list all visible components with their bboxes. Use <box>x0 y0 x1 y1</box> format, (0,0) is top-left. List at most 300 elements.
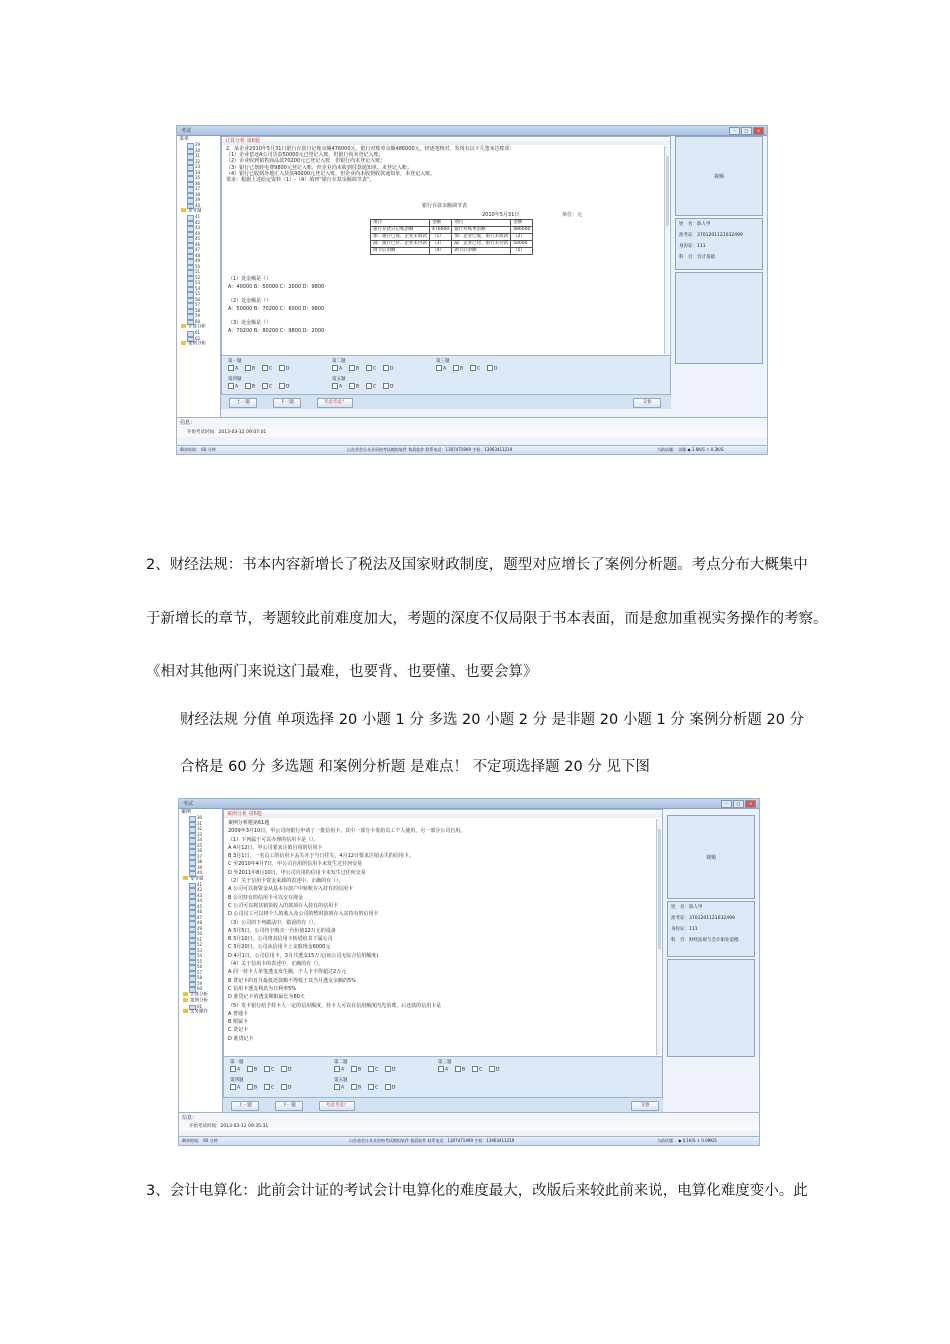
checkbox-icon[interactable] <box>230 1084 236 1090</box>
question-text <box>224 818 662 1044</box>
answer-area <box>223 1056 663 1098</box>
option-letter: A <box>235 366 239 372</box>
tree-folder-judge[interactable]: 是非题 <box>177 208 220 214</box>
answer-option-checkbox[interactable] <box>438 1066 448 1073</box>
tree-question-item[interactable]: 47 <box>177 247 220 253</box>
answer-option-checkbox[interactable] <box>489 1066 499 1073</box>
table-row <box>371 241 533 248</box>
table-cell: 调节后余额 <box>371 248 430 255</box>
answer-option-checkbox[interactable] <box>334 1084 344 1091</box>
option-letter: C <box>375 1067 379 1073</box>
answer-option-checkbox[interactable] <box>245 383 255 390</box>
tree-question-item[interactable]: 50 <box>177 264 220 270</box>
answer-option-checkbox[interactable] <box>385 1066 395 1073</box>
question-line: A 4月12日，甲公司要求注销自用的信用卡 <box>228 844 323 851</box>
option-letter: C <box>479 1067 483 1073</box>
close-button[interactable]: × <box>745 800 756 808</box>
answer-group-label: 第二题 <box>332 359 346 364</box>
tree-question-item[interactable]: 33 <box>177 164 220 170</box>
blank-box <box>667 959 755 1057</box>
checkbox-icon[interactable] <box>245 365 251 371</box>
question-line: A 3月5日，公司持卡购买一台价值12万元的设备 <box>228 927 336 934</box>
answer-option-checkbox[interactable] <box>228 365 238 372</box>
tree-question-item[interactable]: 43 <box>179 893 222 899</box>
submit-button[interactable]: 交卷 <box>633 398 661 408</box>
checkbox-icon[interactable] <box>385 1066 391 1072</box>
table-cell: （1） <box>430 234 452 241</box>
checkbox-icon[interactable] <box>487 365 493 371</box>
video-label: 视频 <box>705 855 716 861</box>
checkbox-icon[interactable] <box>334 1084 340 1090</box>
checkbox-icon[interactable] <box>281 1066 287 1072</box>
checkbox-icon[interactable] <box>332 365 338 371</box>
checkbox-icon[interactable] <box>383 365 389 371</box>
tree-folder-judge[interactable]: 是非题 <box>179 876 222 882</box>
option-letter: B <box>358 1067 362 1073</box>
tree-question-item[interactable]: 45 <box>179 904 222 910</box>
software-info: 山东省会计从业资格考试模拟软件 鲁晨软件 联系电话：1307471999 手机：13963411219 <box>347 447 513 452</box>
tree-header: 案例 <box>181 809 192 815</box>
option-letter: C <box>269 366 273 372</box>
answer-group-label: 第五题 <box>334 1078 348 1083</box>
checkbox-icon[interactable] <box>489 1066 495 1072</box>
tree-folder-case[interactable]: 案例分析 <box>179 998 222 1004</box>
answer-option-checkbox[interactable] <box>453 365 463 372</box>
table-date: 2010年5月31日 <box>482 212 520 218</box>
checkbox-icon[interactable] <box>332 383 338 389</box>
remaining-time: 剩余时间： 60 分钟 <box>180 447 216 452</box>
next-button[interactable]: 下一题 <box>275 1101 303 1111</box>
paragraph-line: 2、财经法规：书本内容新增长了税法及国家财政制度，题型对应增长了案例分析题。考点分布大概集中 <box>146 557 808 573</box>
question-line: B 3月10日，公司将其信用卡转借给其下属公司 <box>228 936 333 943</box>
answer-option-checkbox[interactable] <box>383 365 393 372</box>
table-row <box>371 234 533 241</box>
mark-button[interactable]: 考虑考虑？ <box>319 1101 355 1111</box>
tree-question-item[interactable]: 35 <box>177 175 220 181</box>
paragraph-line: 财经法规 分值 单项选择 20 小题 1 分 多选 20 小题 2 分 是非题 20 小题 1 分 案例分析题 20 分 <box>180 712 805 728</box>
checkbox-icon[interactable] <box>368 1084 374 1090</box>
table-cell: （3） <box>430 241 452 248</box>
table-cell: （5） <box>511 248 533 255</box>
question-line: 2009年3月10日，甲公司向银行申请了一批信用卡，其中一部分卡发给员工个人使用，另一部分公司自用。 <box>228 828 466 835</box>
table-row <box>371 227 533 234</box>
answer-option-checkbox[interactable] <box>351 1066 361 1073</box>
option-letter: A <box>341 1085 345 1091</box>
tree-folder-calc[interactable]: 计算分析 <box>177 324 220 330</box>
option-letter: D <box>494 366 498 372</box>
question-line: D 4月1日，公司信用卡，3月共透支15万元(该公司无综合信用额度) <box>228 952 379 959</box>
table-unit: 单位：元 <box>562 212 583 218</box>
tree-question-item[interactable]: 31 <box>177 153 220 159</box>
tree-question-item[interactable]: 56 <box>177 297 220 303</box>
question-line: A 普通卡 <box>228 1010 249 1017</box>
question-line: A 公司可以将资金从基本存款户中转账存入持有的信用卡 <box>228 886 354 893</box>
question-line: （3）银行已划转电费9800元登记入账，但企业尚未收到付款通知单，未登记入账； <box>226 164 412 171</box>
info-ticket: 准考证：3701201121032499 <box>679 233 743 238</box>
tree-question-item[interactable]: 40 <box>177 203 220 209</box>
candidate-info <box>667 901 755 957</box>
tree-question-item[interactable]: 60 <box>179 986 222 992</box>
tree-folder-practice[interactable]: 实务操作 <box>179 1009 222 1015</box>
answer-option-checkbox[interactable] <box>487 365 497 372</box>
option-letter: D <box>392 1067 396 1073</box>
checkbox-icon[interactable] <box>349 383 355 389</box>
tree-question-item[interactable]: 34 <box>177 170 220 176</box>
answer-option-checkbox[interactable] <box>470 365 480 372</box>
tree-question-item[interactable]: 36 <box>177 181 220 187</box>
checkbox-icon[interactable] <box>368 1066 374 1072</box>
title-bar <box>177 126 767 136</box>
option-letter: A <box>235 384 239 390</box>
option-letter: A <box>445 1067 449 1073</box>
sub-questions <box>228 275 324 341</box>
tree-question-item[interactable]: 43 <box>177 225 220 231</box>
candidate-panel <box>675 136 763 426</box>
exam-window-screenshot-1 <box>176 125 768 455</box>
checkbox-icon[interactable] <box>262 365 268 371</box>
tree-question-item[interactable]: 44 <box>179 898 222 904</box>
question-line: D 准贷记卡的透支期限最长为60天 <box>228 994 305 1001</box>
tree-question-item[interactable]: 36 <box>179 848 222 854</box>
option-letter: B <box>254 1067 258 1073</box>
tree-question-item[interactable]: 33 <box>179 832 222 838</box>
answer-option-checkbox[interactable] <box>245 365 255 372</box>
question-line: 要求：根据上述给定资料（1）-（4）填列“银行存款余额调节表”。 <box>226 177 375 184</box>
nav-bar <box>221 394 671 409</box>
question-line: C 贷记卡 <box>228 1027 249 1034</box>
checkbox-icon[interactable] <box>228 365 234 371</box>
table-cell: 项目 <box>371 220 430 227</box>
maximize-button[interactable]: □ <box>741 127 752 135</box>
checkbox-icon[interactable] <box>453 365 459 371</box>
checkbox-icon[interactable] <box>383 383 389 389</box>
tree-question-item[interactable]: 46 <box>177 242 220 248</box>
checkbox-icon[interactable] <box>279 365 285 371</box>
answer-option-checkbox[interactable] <box>279 365 289 372</box>
checkbox-icon[interactable] <box>228 383 234 389</box>
tree-question-item[interactable]: 57 <box>177 302 220 308</box>
tree-question-item[interactable]: 57 <box>179 970 222 976</box>
option-letter: D <box>392 1085 396 1091</box>
tree-question-item[interactable]: 45 <box>177 236 220 242</box>
tree-question-item[interactable]: 41 <box>179 882 222 888</box>
tree-question-item[interactable]: 47 <box>179 915 222 921</box>
tree-question-item[interactable]: 58 <box>179 975 222 981</box>
tree-question-item[interactable]: 46 <box>179 909 222 915</box>
tree-question-item[interactable]: 48 <box>179 920 222 926</box>
info-ticket: 准考证：3701201121032499 <box>671 916 735 921</box>
tree-question-item[interactable]: 56 <box>179 964 222 970</box>
tree-question-item[interactable]: 40 <box>179 870 222 876</box>
checkbox-icon[interactable] <box>264 1066 270 1072</box>
paragraph-line: 3、会计电算化：此前会计证的考试会计电算化的难度最大，改版后来较此前来说，电算化难度变小。此 <box>146 1183 808 1199</box>
answer-option-checkbox[interactable] <box>455 1066 465 1073</box>
answer-option-checkbox[interactable] <box>264 1066 274 1073</box>
option-letter: B <box>462 1067 466 1073</box>
table-cell: 项目 <box>452 220 511 227</box>
answer-option-checkbox[interactable] <box>366 365 376 372</box>
tree-question-item[interactable]: 52 <box>179 942 222 948</box>
window-title: 考试 <box>181 128 192 134</box>
question-line: （1）企业偿还A公司货款50000元已登记入账，但银行尚未登记入账； <box>226 152 384 159</box>
option-letter: A <box>339 384 343 390</box>
answer-option-checkbox[interactable] <box>334 1066 344 1073</box>
answer-option-checkbox[interactable] <box>436 365 446 372</box>
video-box <box>667 815 755 899</box>
checkbox-icon[interactable] <box>436 365 442 371</box>
option-letter: A <box>339 366 343 372</box>
minimize-button[interactable]: – <box>729 127 740 135</box>
tree-question-item[interactable]: 53 <box>179 948 222 954</box>
answer-group-label: 第一题 <box>228 359 242 364</box>
checkbox-icon[interactable] <box>281 1084 287 1090</box>
option-letter: B <box>460 366 464 372</box>
table-cell: 减：企业已付、银行未付款 <box>452 241 511 248</box>
info-label: 信息： <box>177 417 767 428</box>
option-letter: B <box>356 366 360 372</box>
tree-question-item[interactable]: 49 <box>177 258 220 264</box>
checkbox-icon[interactable] <box>472 1066 478 1072</box>
option-letter: B <box>254 1085 258 1091</box>
video-box <box>675 136 763 216</box>
tree-question-item[interactable]: 51 <box>177 269 220 275</box>
tree-folder-case[interactable]: 案例分析 <box>177 341 220 347</box>
question-line: A 同一持卡人单笔透支发生额，个人卡不得超过2万元 <box>228 969 347 976</box>
sub-question: （2）处金额是（） <box>228 298 272 304</box>
table-cell: 银行对账单余额 <box>452 227 511 234</box>
tree-question-item[interactable]: 39 <box>179 865 222 871</box>
tree-question-item[interactable]: 39 <box>177 197 220 203</box>
option-letter: D <box>286 366 290 372</box>
tree-question-item[interactable]: 35 <box>179 843 222 849</box>
question-header: 计算分析 第6题 <box>222 137 670 145</box>
option-letter: A <box>341 1067 345 1073</box>
checkbox-icon[interactable] <box>264 1084 270 1090</box>
table-cell: 金额 <box>430 220 452 227</box>
answer-option-checkbox[interactable] <box>332 365 342 372</box>
answer-option-checkbox[interactable] <box>247 1084 257 1091</box>
start-time: 开始考试时间：2013-03-12 09:07:01 <box>177 428 767 437</box>
tree-question-item[interactable]: 30 <box>179 815 222 821</box>
table-cell: 486000 <box>511 227 533 234</box>
answer-option-checkbox[interactable] <box>262 383 272 390</box>
answer-option-checkbox[interactable] <box>368 1066 378 1073</box>
option-letter: D <box>390 384 394 390</box>
info-subject: 科 目：财经法规与会计职业道德 <box>671 938 739 943</box>
tree-question-item[interactable]: 42 <box>177 220 220 226</box>
tree-question-item[interactable]: 52 <box>177 275 220 281</box>
checkbox-icon[interactable] <box>279 383 285 389</box>
answer-option-checkbox[interactable] <box>230 1084 240 1091</box>
tree-question-item[interactable]: 01 <box>179 1004 222 1010</box>
info-label: 信息： <box>179 1112 759 1123</box>
sub-question-options: A：50000 B：70200 C：6000 D：9800 <box>228 306 325 312</box>
info-name: 姓 名：陈人甲 <box>671 905 703 910</box>
question-line: C 至2010年4月7日，甲公司自用的信用卡未发生过任何交易 <box>228 861 363 868</box>
question-panel <box>221 136 671 356</box>
tree-question-item[interactable]: 53 <box>177 280 220 286</box>
tree-question-item[interactable]: 32 <box>179 826 222 832</box>
option-letter: C <box>271 1067 275 1073</box>
table-cell: 476000 <box>430 227 452 234</box>
current-question-status: 当前试题： ◆ 0.1K/S ⇧ 0.09K/S <box>657 1138 717 1143</box>
status-bar <box>177 445 767 454</box>
tree-question-item[interactable]: 54 <box>179 953 222 959</box>
tree-question-item[interactable]: 55 <box>179 959 222 965</box>
answer-group-label: 第一题 <box>230 1060 244 1065</box>
tree-question-item[interactable]: 38 <box>177 192 220 198</box>
tree-question-item[interactable]: 37 <box>177 186 220 192</box>
tree-question-item[interactable]: 34 <box>179 837 222 843</box>
option-letter: C <box>271 1085 275 1091</box>
answer-option-checkbox[interactable] <box>247 1066 257 1073</box>
question-line: （4）关于信用卡的表述中，正确的有（）。 <box>228 961 324 968</box>
question-line: B 贷记卡的首月最低还款额不得低于其当月透支余额的5% <box>228 977 356 984</box>
question-line: 2、某企业2010年5月31日银行存款日记账余额476000元，银行对账单余额486000元，经逐笔核对，发现有以下几笔未达账项： <box>226 146 515 152</box>
checkbox-icon[interactable] <box>247 1084 253 1090</box>
question-header: 案例分析 第6题 <box>224 810 662 818</box>
tree-question-item[interactable]: 32 <box>177 159 220 165</box>
sub-question: （3）处金额是（） <box>228 320 272 326</box>
tree-question-item[interactable]: 59 <box>179 981 222 987</box>
question-scrollbar[interactable] <box>664 146 669 354</box>
prev-button[interactable]: 上一题 <box>231 1101 259 1111</box>
checkbox-icon[interactable] <box>351 1066 357 1072</box>
option-letter: B <box>356 384 360 390</box>
answer-group-label: 第五题 <box>332 377 346 382</box>
answer-group-label: 第四题 <box>230 1078 244 1083</box>
answer-option-checkbox[interactable] <box>281 1084 291 1091</box>
table-cell: （4） <box>430 248 452 255</box>
next-button[interactable]: 下一题 <box>273 398 301 408</box>
checkbox-icon[interactable] <box>247 1066 253 1072</box>
checkbox-icon[interactable] <box>230 1066 236 1072</box>
tree-question-item[interactable]: 29 <box>177 142 220 148</box>
tree-question-item[interactable]: 59 <box>177 313 220 319</box>
tree-question-item[interactable]: 38 <box>179 859 222 865</box>
answer-option-checkbox[interactable] <box>368 1084 378 1091</box>
submit-button[interactable]: 交卷 <box>631 1101 659 1111</box>
checkbox-icon[interactable] <box>366 365 372 371</box>
answer-option-checkbox[interactable] <box>472 1066 482 1073</box>
answer-option-checkbox[interactable] <box>279 383 289 390</box>
tree-question-item[interactable]: 48 <box>177 253 220 259</box>
answer-option-checkbox[interactable] <box>383 383 393 390</box>
question-line: C 信用卡透支利息为日利率5% <box>228 985 297 992</box>
answer-option-checkbox[interactable] <box>228 383 238 390</box>
answer-option-checkbox[interactable] <box>281 1066 291 1073</box>
answer-option-checkbox[interactable] <box>351 1084 361 1091</box>
option-letter: C <box>373 366 377 372</box>
prev-button[interactable]: 上一题 <box>229 398 257 408</box>
checkbox-icon[interactable] <box>351 1084 357 1090</box>
remaining-time: 剩余时间： 60 分钟 <box>182 1138 218 1143</box>
question-scrollbar[interactable] <box>656 819 661 1055</box>
tree-question-item[interactable]: 54 <box>177 286 220 292</box>
tree-question-item[interactable]: 41 <box>177 214 220 220</box>
answer-option-checkbox[interactable] <box>230 1066 240 1073</box>
checkbox-icon[interactable] <box>262 383 268 389</box>
tree-question-item[interactable]: 58 <box>177 308 220 314</box>
checkbox-icon[interactable] <box>455 1066 461 1072</box>
answer-option-checkbox[interactable] <box>385 1084 395 1091</box>
option-letter: A <box>443 366 447 372</box>
question-line: B 3月1日，一名员工的信用卡丢失并于当日挂失，4月12日要求注销丢失的信用卡。 <box>228 853 414 860</box>
close-button[interactable]: × <box>753 127 764 135</box>
option-letter: D <box>288 1067 292 1073</box>
checkbox-icon[interactable] <box>366 383 372 389</box>
tree-question-item[interactable]: 49 <box>179 926 222 932</box>
tree-question-item[interactable]: 42 <box>179 887 222 893</box>
checkbox-icon[interactable] <box>334 1066 340 1072</box>
table-cell: 50000 <box>511 241 533 248</box>
question-line: D 至2011年8月10日，甲公司自用的信用卡未发生过任何交易 <box>228 869 366 876</box>
info-name: 姓 名：陈人甲 <box>679 222 711 227</box>
question-line: （2）企业收到销售商品款70200元已登记入账，但银行尚未登记入账； <box>226 158 386 165</box>
option-letter: C <box>375 1085 379 1091</box>
paragraph-line: 于新增长的章节，考题较此前难度加大，考题的深度不仅局限于书本表面，而是愈加重视实务操作的考察。 <box>146 611 828 627</box>
tree-question-item[interactable]: 50 <box>179 931 222 937</box>
maximize-button[interactable]: □ <box>733 800 744 808</box>
table-cell: 银行存款日记账余额 <box>371 227 430 234</box>
option-letter: A <box>237 1085 241 1091</box>
option-letter: A <box>237 1067 241 1073</box>
option-letter: B <box>358 1085 362 1091</box>
question-line: （5）发卡银行给予持卡人一定的信用额度，持卡人可以在信用额度内先消费、后还款的信用卡是 <box>228 1002 442 1009</box>
answer-option-checkbox[interactable] <box>262 365 272 372</box>
tree-question-item[interactable]: 31 <box>179 821 222 827</box>
table-row <box>371 248 533 255</box>
tree-question-item[interactable]: 61 <box>177 330 220 336</box>
blank-box <box>675 272 763 364</box>
tree-question-item[interactable]: 60 <box>177 319 220 325</box>
candidate-info <box>675 218 763 270</box>
question-tree <box>177 136 221 426</box>
answer-group-label: 第四题 <box>228 377 242 382</box>
tree-header: 菜单 <box>179 136 190 142</box>
option-letter: D <box>288 1085 292 1091</box>
tree-question-item[interactable]: 30 <box>177 148 220 154</box>
tree-question-item[interactable]: 55 <box>177 291 220 297</box>
checkbox-icon[interactable] <box>349 365 355 371</box>
tree-question-item[interactable]: 62 <box>177 336 220 342</box>
answer-option-checkbox[interactable] <box>366 383 376 390</box>
option-letter: D <box>390 366 394 372</box>
tree-question-item[interactable]: 51 <box>179 937 222 943</box>
checkbox-icon[interactable] <box>470 365 476 371</box>
option-letter: C <box>269 384 273 390</box>
answer-option-checkbox[interactable] <box>349 383 359 390</box>
answer-option-checkbox[interactable] <box>332 383 342 390</box>
question-line: D 准贷记卡 <box>228 1035 254 1042</box>
checkbox-icon[interactable] <box>245 383 251 389</box>
answer-option-checkbox[interactable] <box>349 365 359 372</box>
table-cell: （2） <box>511 234 533 241</box>
mark-button[interactable]: 考虑考虑？ <box>317 398 353 408</box>
status-bar <box>179 1136 759 1145</box>
candidate-panel <box>667 809 755 1117</box>
tree-question-item[interactable]: 37 <box>179 854 222 860</box>
minimize-button[interactable]: – <box>721 800 732 808</box>
checkbox-icon[interactable] <box>438 1066 444 1072</box>
checkbox-icon[interactable] <box>385 1084 391 1090</box>
tree-question-item[interactable]: 44 <box>177 231 220 237</box>
title-bar <box>179 799 759 809</box>
tree-folder-calc[interactable]: 计算分析 <box>179 992 222 998</box>
option-letter: C <box>373 384 377 390</box>
info-id: 身份证：111 <box>671 927 698 932</box>
answer-option-checkbox[interactable] <box>264 1084 274 1091</box>
